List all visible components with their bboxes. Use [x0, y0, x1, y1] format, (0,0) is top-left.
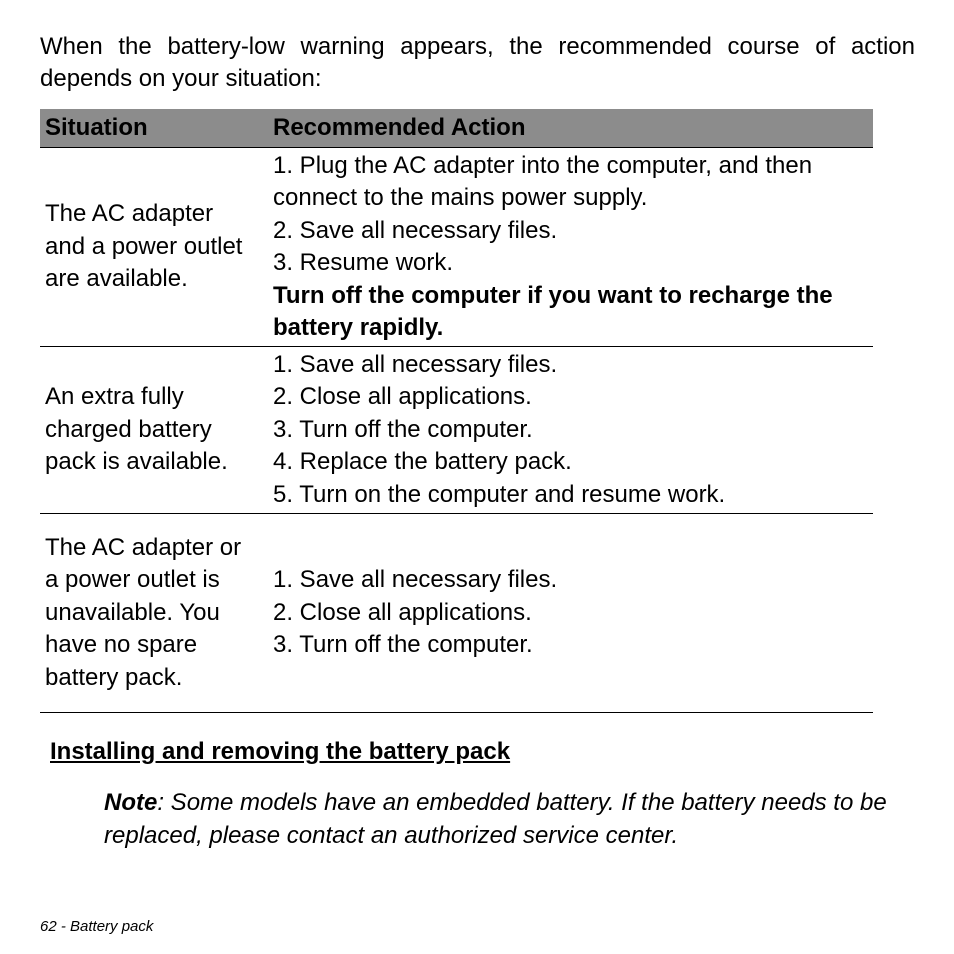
action-step: 2. Close all applications. [273, 383, 532, 411]
situation-cell: The AC adapter or a power outlet is unavailable. You have no spare battery pack. [40, 514, 245, 713]
table-row [40, 514, 873, 713]
header-situation: Situation [40, 109, 245, 148]
action-step: 3. Resume work. [273, 249, 454, 276]
situation-cell: The AC adapter and a power outlet are available. [40, 148, 245, 347]
action-step: 1. Save all necessary files. [273, 350, 558, 378]
action-step: 5. Turn on the computer and resume work. [273, 480, 726, 508]
note-label: Note [104, 789, 158, 816]
note-text: : Some models have an embedded battery. If the battery needs to be replaced, please contact an authorized service center. [104, 789, 887, 849]
action-step: 3. Turn off the computer. [273, 415, 533, 443]
note-paragraph [104, 786, 919, 852]
action-cell [245, 148, 873, 347]
battery-low-actions-table [40, 109, 873, 713]
situation-cell: An extra fully charged battery pack is available. [40, 347, 245, 514]
action-step: 1. Plug the AC adapter into the computer, and then connect to the mains power supply. [273, 151, 813, 211]
action-cell [245, 514, 873, 713]
table-header-row [40, 109, 873, 148]
action-emphasis: Turn off the computer if you want to recharge the battery rapidly. [273, 281, 833, 341]
action-cell [245, 347, 873, 514]
action-step: 1. Save all necessary files. [273, 566, 558, 594]
table-row [40, 148, 873, 347]
table-row [40, 347, 873, 514]
action-step: 3. Turn off the computer. [273, 631, 533, 659]
page-footer: 62 - Battery pack [40, 918, 154, 935]
intro-paragraph: When the battery-low warning appears, the recommended course of action depends on your situation: [40, 33, 915, 92]
section-heading: Installing and removing the battery pack [50, 738, 511, 765]
header-recommended-action: Recommended Action [245, 109, 873, 148]
action-step: 2. Close all applications. [273, 598, 532, 626]
action-step: 2. Save all necessary files. [273, 216, 558, 244]
action-step: 4. Replace the battery pack. [273, 448, 572, 476]
